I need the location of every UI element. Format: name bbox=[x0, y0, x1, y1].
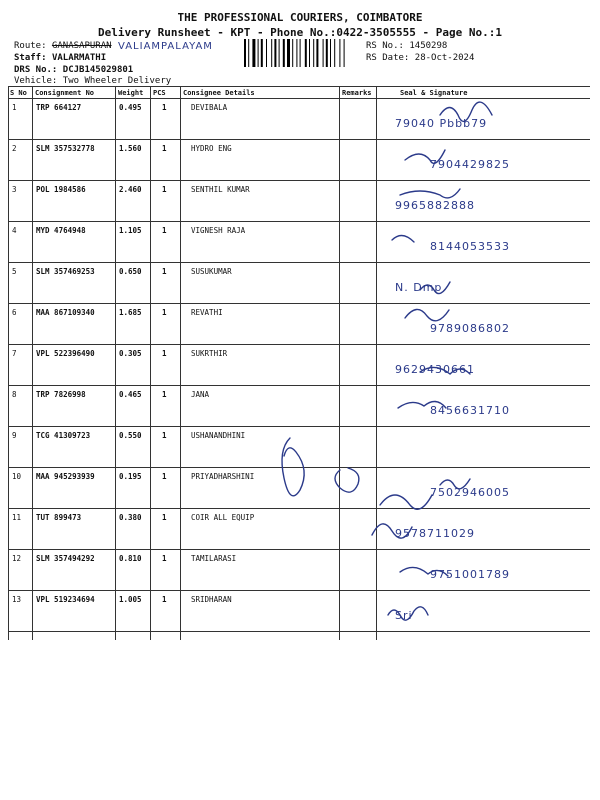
row-consignee: REVATHI bbox=[191, 308, 223, 317]
row-weight: 0.495 bbox=[119, 103, 142, 112]
row-consignment-no: MAA 867109340 bbox=[36, 308, 95, 317]
row-consignee: HYDRO ENG bbox=[191, 144, 232, 153]
staff-value: VALARMATHI bbox=[51, 53, 107, 63]
row-signature: 8456631710 bbox=[430, 404, 510, 417]
row-consignment-no: TCG 41309723 bbox=[36, 431, 91, 440]
row-signature: 9751001789 bbox=[430, 568, 510, 581]
row-pcs: 1 bbox=[162, 431, 167, 440]
row-consignment-no: MYD 4764948 bbox=[36, 226, 86, 235]
row-consignee: SUSUKUMAR bbox=[191, 267, 232, 276]
row-weight: 0.650 bbox=[119, 267, 142, 276]
staff-label: Staff: bbox=[14, 53, 47, 63]
vehicle-value: Two Wheeler Delivery bbox=[62, 76, 172, 86]
row-consignment-no: TUT 899473 bbox=[36, 513, 82, 522]
row-pcs: 1 bbox=[162, 226, 167, 235]
row-consignee: PRIYADHARSHINI bbox=[191, 472, 255, 481]
row-pcs: 1 bbox=[162, 103, 167, 112]
runsheet-title: Delivery Runsheet - KPT - Phone No.:0422-3505555 - Page No.:1 bbox=[98, 26, 502, 39]
row-sno: 8 bbox=[12, 390, 17, 399]
row-signature: N. Dmp bbox=[395, 281, 443, 294]
row-consignee: COIR ALL EQUIP bbox=[191, 513, 255, 522]
drs-value: DCJB145029801 bbox=[62, 65, 134, 75]
row-signature: 7502946005 bbox=[430, 486, 510, 499]
row-consignee: USHANANDHINI bbox=[191, 431, 246, 440]
rs-date-value: 28-Oct-2024 bbox=[414, 53, 475, 63]
col-header-remarks: Remarks bbox=[342, 89, 372, 97]
row-pcs: 1 bbox=[162, 595, 167, 604]
rs-no-label: RS No.: bbox=[366, 41, 404, 51]
row-weight: 0.195 bbox=[119, 472, 142, 481]
rs-date-label: RS Date: bbox=[366, 53, 410, 63]
row-sno: 9 bbox=[12, 431, 17, 440]
row-consignment-no: SLM 357494292 bbox=[36, 554, 95, 563]
row-consignment-no: VPL 519234694 bbox=[36, 595, 95, 604]
row-pcs: 1 bbox=[162, 267, 167, 276]
row-weight: 1.105 bbox=[119, 226, 142, 235]
row-sno: 6 bbox=[12, 308, 17, 317]
row-signature: Sri bbox=[395, 609, 413, 622]
row-pcs: 1 bbox=[162, 349, 167, 358]
col-header-sno: S No bbox=[10, 89, 27, 97]
row-consignee: TAMILARASI bbox=[191, 554, 237, 563]
row-consignee: SRIDHARAN bbox=[191, 595, 232, 604]
row-weight: 2.460 bbox=[119, 185, 142, 194]
row-weight: 0.380 bbox=[119, 513, 142, 522]
row-consignment-no: VPL 522396490 bbox=[36, 349, 95, 358]
company-title: THE PROFESSIONAL COURIERS, COIMBATORE bbox=[177, 11, 423, 24]
col-header-signature: Seal & Signature bbox=[400, 89, 468, 97]
route-value: GANASAPURAN bbox=[51, 41, 112, 51]
row-sno: 10 bbox=[12, 472, 22, 481]
row-signature: 9789086802 bbox=[430, 322, 510, 335]
row-consignee: SENTHIL KUMAR bbox=[191, 185, 250, 194]
drs-label: DRS No.: bbox=[14, 65, 58, 75]
row-pcs: 1 bbox=[162, 472, 167, 481]
row-pcs: 1 bbox=[162, 144, 167, 153]
row-weight: 1.005 bbox=[119, 595, 142, 604]
row-consignee: DEVIBALA bbox=[191, 103, 228, 112]
row-pcs: 1 bbox=[162, 513, 167, 522]
vehicle-label: Vehicle: bbox=[14, 76, 58, 86]
row-signature: 7904429825 bbox=[430, 158, 510, 171]
col-header-pcs: PCS bbox=[153, 89, 166, 97]
row-consignee: JANA bbox=[191, 390, 210, 399]
row-weight: 1.560 bbox=[119, 144, 142, 153]
route-label: Route: bbox=[14, 41, 47, 51]
row-consignment-no: MAA 945293939 bbox=[36, 472, 95, 481]
row-signature: 9965882888 bbox=[395, 199, 475, 212]
row-signature: 8144053533 bbox=[430, 240, 510, 253]
row-consignment-no: SLM 357469253 bbox=[36, 267, 95, 276]
row-weight: 0.550 bbox=[119, 431, 142, 440]
row-weight: 0.810 bbox=[119, 554, 142, 563]
col-header-consignee: Consignee Details bbox=[183, 89, 255, 97]
row-sno: 7 bbox=[12, 349, 17, 358]
col-header-consignment: Consignment No bbox=[35, 89, 95, 97]
row-consignment-no: SLM 357532778 bbox=[36, 144, 95, 153]
row-sno: 4 bbox=[12, 226, 17, 235]
row-consignee: VIGNESH RAJA bbox=[191, 226, 246, 235]
row-pcs: 1 bbox=[162, 185, 167, 194]
row-sno: 11 bbox=[12, 513, 22, 522]
row-sno: 1 bbox=[12, 103, 17, 112]
row-signature: 9578711029 bbox=[395, 527, 475, 540]
row-consignment-no: TRP 7826998 bbox=[36, 390, 86, 399]
row-sno: 13 bbox=[12, 595, 22, 604]
row-consignment-no: TRP 664127 bbox=[36, 103, 82, 112]
row-consignee: SUKRTHIR bbox=[191, 349, 228, 358]
row-signature: 9629430661 bbox=[395, 363, 475, 376]
col-header-weight: Weight bbox=[118, 89, 144, 97]
row-pcs: 1 bbox=[162, 390, 167, 399]
row-weight: 0.465 bbox=[119, 390, 142, 399]
row-consignment-no: POL 1984586 bbox=[36, 185, 86, 194]
row-weight: 1.685 bbox=[119, 308, 142, 317]
row-sno: 3 bbox=[12, 185, 17, 194]
row-pcs: 1 bbox=[162, 308, 167, 317]
row-signature: 79040 Pbbb79 bbox=[395, 117, 488, 130]
rs-no-value: 1450298 bbox=[409, 41, 448, 51]
row-sno: 5 bbox=[12, 267, 17, 276]
row-pcs: 1 bbox=[162, 554, 167, 563]
row-sno: 12 bbox=[12, 554, 22, 563]
row-weight: 0.305 bbox=[119, 349, 142, 358]
route-handwritten: VALIAMPALAYAM bbox=[118, 41, 213, 52]
row-sno: 2 bbox=[12, 144, 17, 153]
